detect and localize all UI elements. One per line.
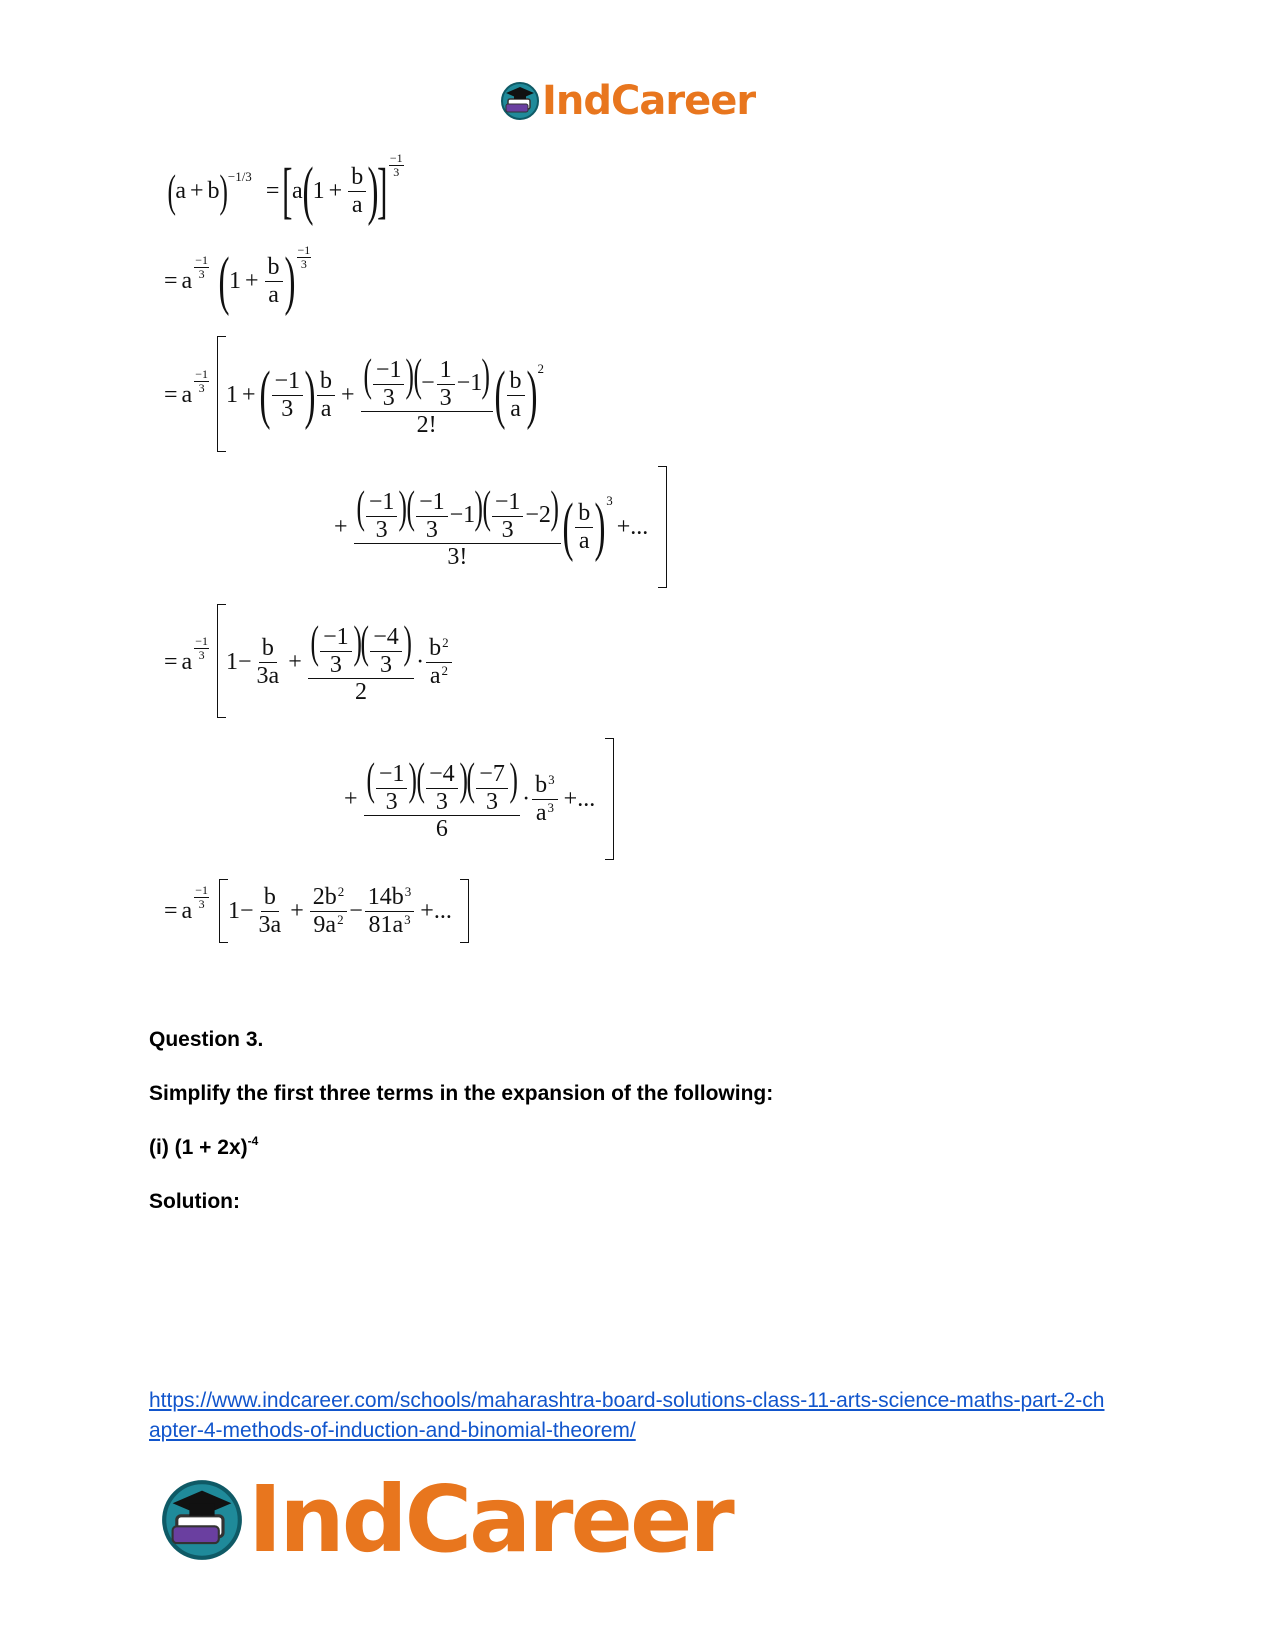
math-line-7: = a $\frac{-1}{3}$ 1− $\frac{b}{3a}$ + $\frac{2b^2}{9a^2}$ − $\frac{14b^3}{81a^3}$ +... [160,878,469,944]
graduation-cap-book-icon [160,1478,244,1562]
math-line-5: = a $\frac{-1}{3}$ 1− $\frac{b}{3a}$ + ( $\frac{-1}{3}$ )( $\frac{-4}{3}$ ) 2 · $\frac{b^2}{a^2}$ [160,604,454,720]
part-label: (i) (1 + 2x) [149,1136,248,1159]
logo-text: IndCareer [542,78,756,124]
source-url-link[interactable]: https://www.indcareer.com/schools/maharashtra-board-solutions-class-11-arts-science-maths-part-2-chapter-4-methods-of-induction-and-binomial-theorem/ [149,1389,1105,1442]
math-line-1: ( a + b ) −1/3 = [ a ( 1 + $\frac{b}{a}$ ) ] $\frac{-1}{3}$ [167,150,403,227]
math-line-6: + ( $\frac{-1}{3}$ )( $\frac{-4}{3}$ )( $\frac{-7}{3}$ ) 6 · $\frac{b^3}{a^3}$ +... [340,738,614,860]
math-line-2: = a $\frac{-1}{3}$ ( 1 + $\frac{b}{a}$ ) $\frac{-1}{3}$ [164,242,311,317]
question-instruction: Simplify the first three terms in the expansion of the following: [149,1082,774,1105]
footer-logo[interactable] [160,1466,732,1573]
part-exponent: -4 [247,1134,259,1148]
logo-text: IndCareer [248,1466,732,1573]
question-heading: Question 3. [149,1028,264,1051]
math-line-4: + ( $\frac{-1}{3}$ )( $\frac{-1}{3}$ −1)( $\frac{-1}{3}$ −2) 3! ( $\frac{b}{a}$ ) 3 +... [330,466,667,588]
math-line-3: = a $\frac{-1}{3}$ 1 + ( $\frac{-1}{3}$ ) $\frac{b}{a}$ + ( $\frac{-1}{3}$ )(− $\frac{1}{3}$ −1) 2! ( $\frac{b}{a}$ ) 2 [160,336,544,454]
question-part-i [149,1136,258,1160]
solution-label: Solution: [149,1190,240,1213]
header-logo[interactable] [500,78,755,124]
graduation-cap-book-icon [500,81,540,121]
